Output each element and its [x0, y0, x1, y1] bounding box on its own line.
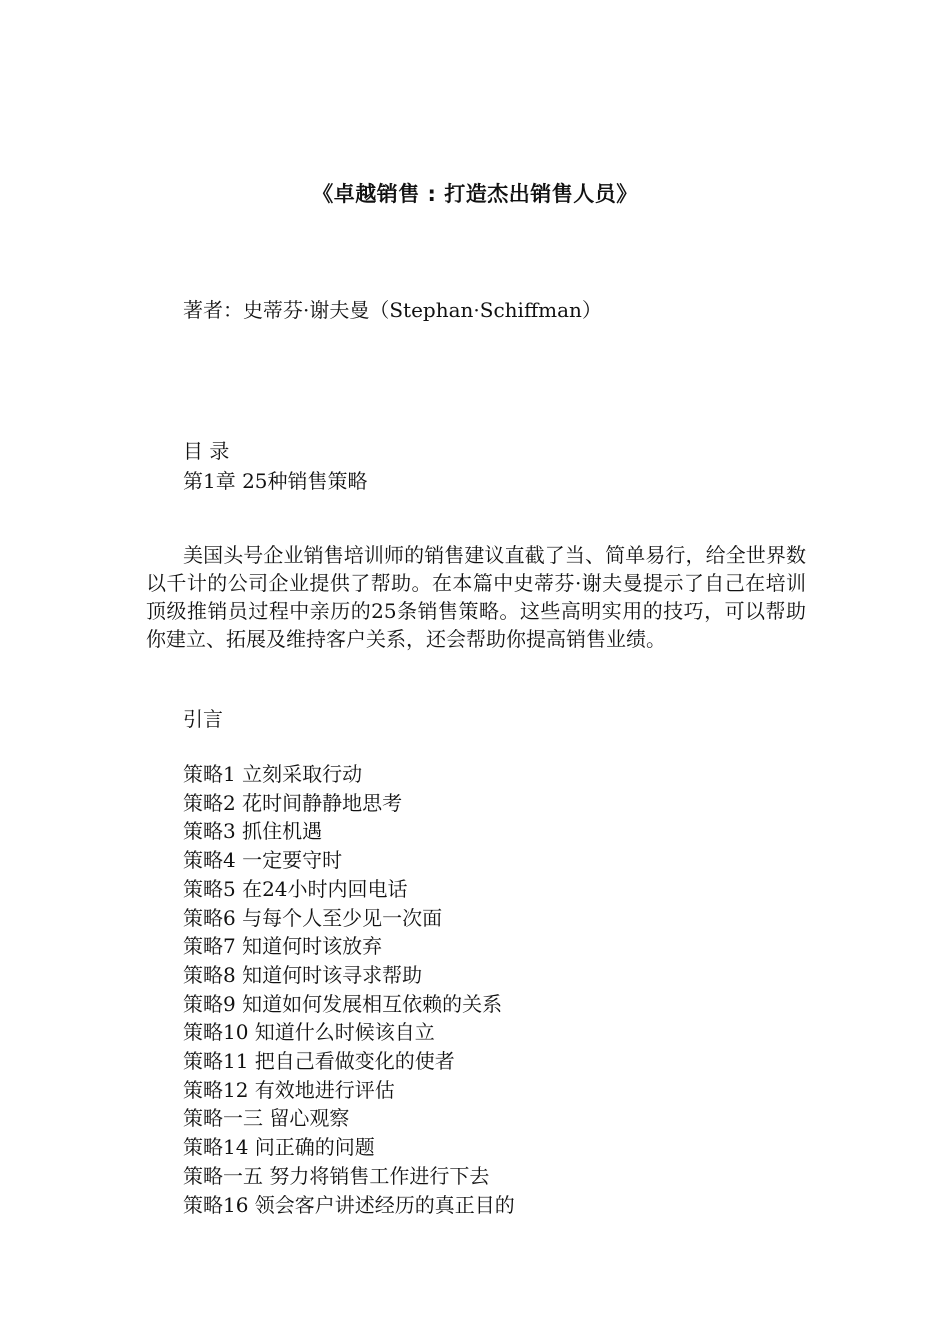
strategy-item: 策略10 知道什么时候该自立: [183, 1020, 435, 1045]
strategy-list: [183, 760, 515, 1219]
strategy-item: 策略一五 努力将销售工作进行下去: [183, 1163, 490, 1188]
chapter-title: 第1章 25种销售策略: [183, 469, 368, 493]
strategy-item: 策略4 一定要守时: [183, 848, 343, 873]
intro-paragraph: 美国头号企业销售培训师的销售建议直截了当、简单易行，给全世界数以千计的公司企业提供了帮助。在本篇中史蒂芬·谢夫曼提示了自己在培训顶级推销员过程中亲历的25条销售策略。这些高明实用的技巧，可以帮助你建立、拓展及维持客户关系，还会帮助你提高销售业绩。: [146, 543, 806, 651]
preface-label: 引言: [183, 707, 223, 731]
toc-heading: 目 录: [183, 439, 230, 463]
strategy-item: 策略9 知道如何发展相互依赖的关系: [183, 991, 503, 1016]
table-of-contents-header: [183, 436, 368, 496]
strategy-item: 策略12 有效地进行评估: [183, 1077, 395, 1102]
strategy-item: 策略11 把自己看做变化的使者: [183, 1049, 455, 1074]
document-title: 《卓越销售 : 打造杰出销售人员》: [312, 182, 638, 206]
strategy-item: 策略14 问正确的问题: [183, 1135, 375, 1160]
strategy-item: 策略2 花时间静静地思考: [183, 790, 403, 815]
strategy-item: 策略16 领会客户讲述经历的真正目的: [183, 1192, 515, 1217]
strategy-item: 策略5 在24小时内回电话: [183, 876, 408, 901]
strategy-item: 策略3 抓住机遇: [183, 819, 323, 844]
strategy-item: 策略6 与每个人至少见一次面: [183, 905, 443, 930]
strategy-item: 策略一三 留心观察: [183, 1106, 350, 1131]
strategy-item: 策略8 知道何时该寻求帮助: [183, 962, 423, 987]
strategy-item: 策略1 立刻采取行动: [183, 762, 363, 786]
author-line: 著者：史蒂芬·谢夫曼（Stephan·Schiffman）: [183, 298, 602, 322]
strategy-item: 策略7 知道何时该放弃: [183, 934, 383, 959]
